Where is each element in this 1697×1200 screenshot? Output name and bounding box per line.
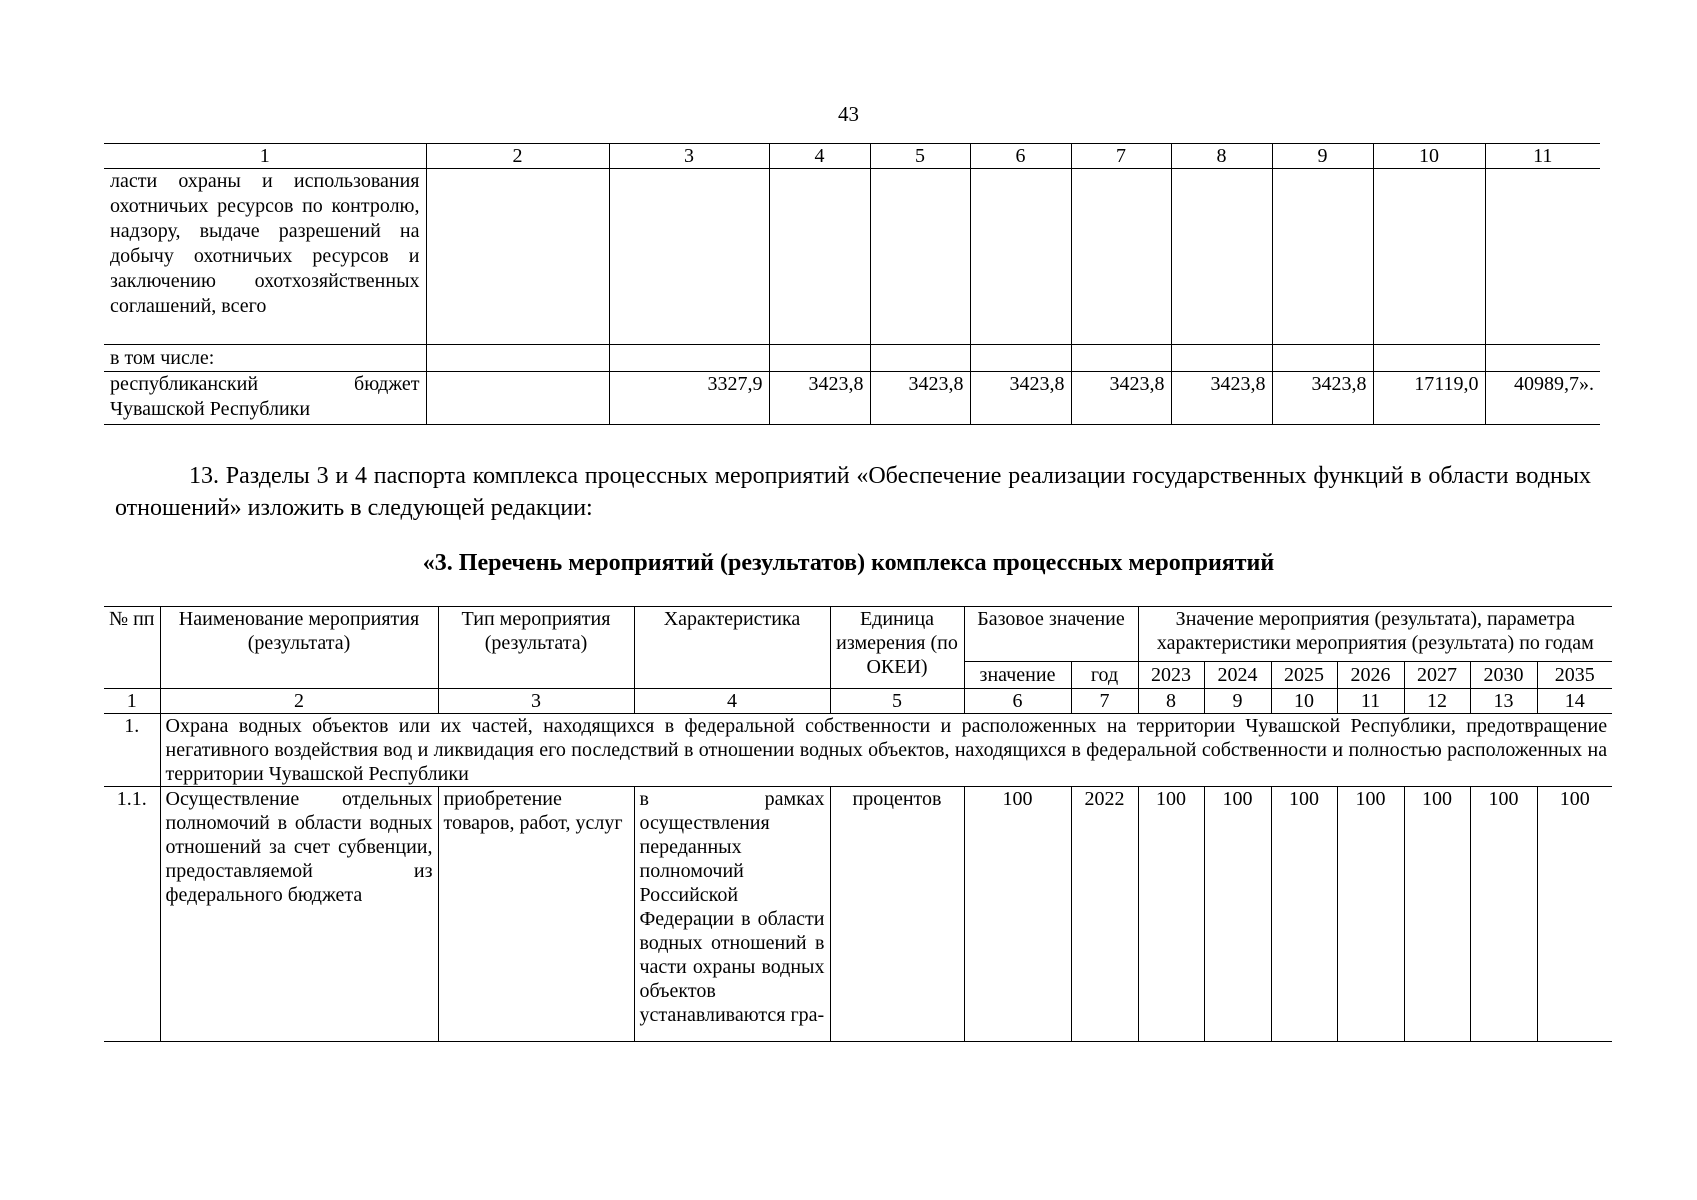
column-number: 6 xyxy=(970,144,1071,169)
column-number: 1 xyxy=(104,144,426,169)
measures-table xyxy=(104,606,1612,1042)
year-value: 100 xyxy=(1204,787,1271,1042)
column-number: 4 xyxy=(634,689,830,714)
table-cell: 3423,8 xyxy=(970,372,1071,425)
table-header-row xyxy=(104,607,1612,662)
column-number: 1 xyxy=(104,689,160,714)
table-cell: 3423,8 xyxy=(1171,372,1272,425)
column-number: 10 xyxy=(1373,144,1485,169)
measure-type: приобретение товаров, работ, услуг xyxy=(438,787,634,1042)
table-header-row xyxy=(104,144,1600,169)
year-value: 100 xyxy=(1537,787,1612,1042)
header-name: Наименование мероприятия (результата) xyxy=(160,607,438,689)
header-values: Значение мероприятия (результата), параметра характеристики мероприятия (результата) по годам xyxy=(1138,607,1612,662)
table-row xyxy=(104,345,1600,372)
header-unit: Единица измерения (по ОКЕИ) xyxy=(830,607,964,689)
header-year: 2025 xyxy=(1271,662,1337,689)
table-row xyxy=(104,787,1612,1042)
column-number: 11 xyxy=(1337,689,1404,714)
section-row xyxy=(104,714,1612,787)
section-num: 1. xyxy=(104,714,160,787)
column-number: 12 xyxy=(1404,689,1470,714)
year-value: 100 xyxy=(1337,787,1404,1042)
column-number: 3 xyxy=(438,689,634,714)
year-value: 100 xyxy=(1138,787,1204,1042)
table-cell: 3423,8 xyxy=(769,372,870,425)
header-year: 2027 xyxy=(1404,662,1470,689)
table-cell: 3423,8 xyxy=(870,372,970,425)
column-number: 9 xyxy=(1204,689,1271,714)
column-number: 10 xyxy=(1271,689,1337,714)
section-title: «3. Перечень мероприятий (результатов) комплекса процессных мероприятий xyxy=(422,550,1275,576)
header-year: 2026 xyxy=(1337,662,1404,689)
section-text: Охрана водных объектов или их частей, находящихся в федеральной собственности и расположенных на территории Чувашской Республики, предотвращение негативного воздействия вод и ликвидация его последствий в отношении водных объектов, находящихся в федеральной собственности и полностью расположенных на территории Чувашской Республики xyxy=(160,714,1612,787)
year-value: 100 xyxy=(1404,787,1470,1042)
row-num: 1.1. xyxy=(104,787,160,1042)
column-number: 7 xyxy=(1071,144,1171,169)
column-number: 7 xyxy=(1071,689,1138,714)
measure-name: Осуществление отдельных полномочий в области водных отношений за счет субвенции, предоставляемой из федерального бюджета xyxy=(160,787,438,1042)
header-num: № пп xyxy=(104,607,160,689)
column-number: 9 xyxy=(1272,144,1373,169)
column-number: 5 xyxy=(830,689,964,714)
header-year: 2023 xyxy=(1138,662,1204,689)
table-cell: 40989,7». xyxy=(1485,372,1600,425)
header-base-year: год xyxy=(1071,662,1138,689)
table-cell: 3423,8 xyxy=(1071,372,1171,425)
table-row xyxy=(104,169,1600,345)
header-type: Тип мероприятия (результата) xyxy=(438,607,634,689)
column-number: 14 xyxy=(1537,689,1612,714)
measure-characteristic: в рамках осуществления переданных полномочий Российской Федерации в области водных отношений в части охраны водных объектов устанавливаются гра- xyxy=(634,787,830,1042)
column-number: 3 xyxy=(609,144,769,169)
amendment-paragraph: 13. Разделы 3 и 4 паспорта комплекса процессных мероприятий «Обеспечение реализации государственных функций в области водных отношений» изложить в следующей редакции: xyxy=(115,463,1591,521)
table-cell: 3423,8 xyxy=(1272,372,1373,425)
funding-table xyxy=(104,143,1600,425)
header-year: 2024 xyxy=(1204,662,1271,689)
year-value: 100 xyxy=(1271,787,1337,1042)
column-number: 4 xyxy=(769,144,870,169)
row-label: ласти охраны и использования охотничьих ресурсов по контролю, надзору, выдаче разрешений на добычу охотничьих ресурсов и заключению охотхозяйственных соглашений, всего xyxy=(104,169,426,345)
row-label: республиканский бюджет Чувашской Республики xyxy=(104,372,426,425)
year-value: 100 xyxy=(1470,787,1537,1042)
measure-unit: процентов xyxy=(830,787,964,1042)
column-number: 8 xyxy=(1171,144,1272,169)
table-row xyxy=(104,372,1600,425)
header-year: 2035 xyxy=(1537,662,1612,689)
header-base-value: значение xyxy=(964,662,1071,689)
column-number: 11 xyxy=(1485,144,1600,169)
base-year: 2022 xyxy=(1071,787,1138,1042)
header-base: Базовое значение xyxy=(964,607,1138,662)
header-year: 2030 xyxy=(1470,662,1537,689)
column-number: 13 xyxy=(1470,689,1537,714)
header-characteristic: Характеристика xyxy=(634,607,830,689)
column-number: 5 xyxy=(870,144,970,169)
row-label: в том числе: xyxy=(104,345,426,372)
page-number: 43 xyxy=(838,102,859,126)
column-number: 2 xyxy=(426,144,609,169)
column-number: 6 xyxy=(964,689,1071,714)
column-number: 8 xyxy=(1138,689,1204,714)
base-value: 100 xyxy=(964,787,1071,1042)
table-header-row xyxy=(104,689,1612,714)
table-cell: 17119,0 xyxy=(1373,372,1485,425)
table-cell xyxy=(426,372,609,425)
column-number: 2 xyxy=(160,689,438,714)
table-cell: 3327,9 xyxy=(609,372,769,425)
